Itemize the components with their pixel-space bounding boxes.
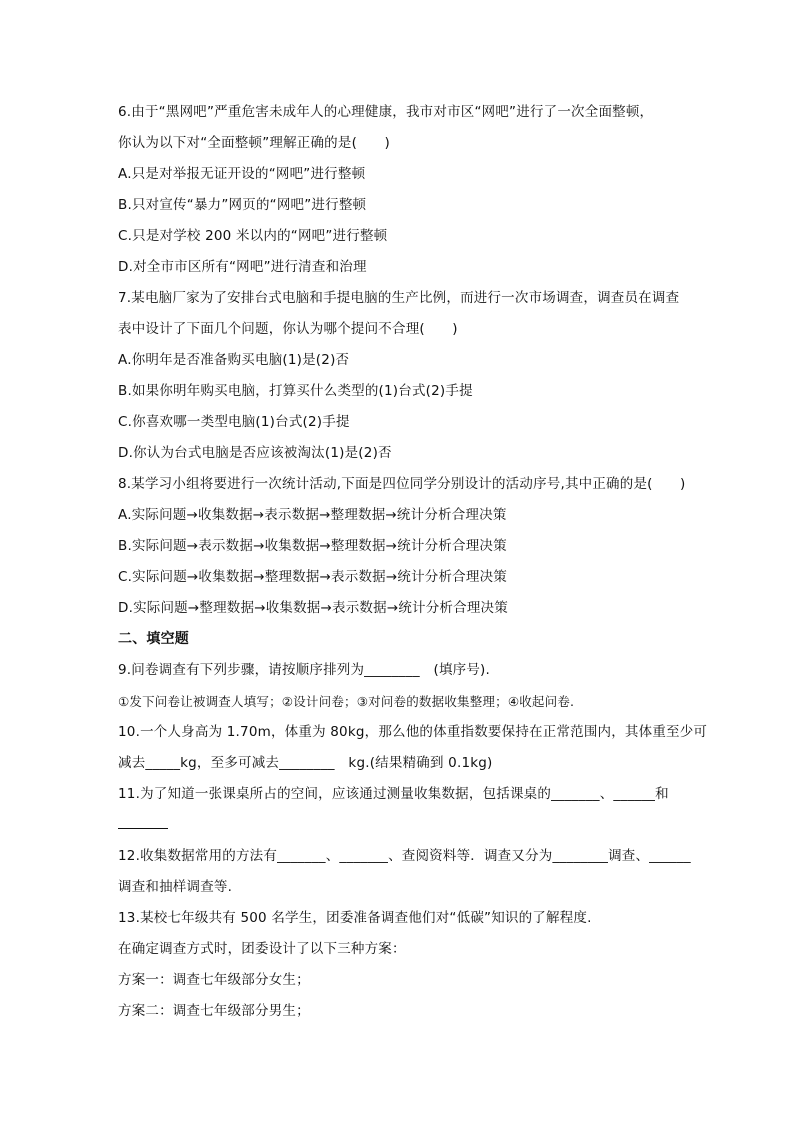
q6-stem-line-2: 你认为以下对“全面整顿”理解正确的是( ): [118, 135, 390, 151]
q7-stem-line-1: 7.某电脑厂家为了安排台式电脑和手提电脑的生产比例，而进行一次市场调查，调查员在调查: [118, 290, 680, 306]
q13-stem-line-2: 在确定调查方式时，团委设计了以下三种方案：: [118, 941, 406, 957]
q6-option-d: D.对全市市区所有“网吧”进行清查和治理: [118, 259, 367, 275]
answer-blank: [118, 812, 168, 829]
document-page: [118, 97, 708, 1027]
q7-option-a: A.你明年是否准备购买电脑(1)是(2)否: [118, 352, 350, 368]
q9-stem-line-1: 9.问卷调查有下列步骤，请按顺序排列为________ (填序号).: [118, 662, 491, 678]
q6-option-c: C.只是对学校 200 米以内的“网吧”进行整顿: [118, 228, 388, 244]
q7-option-d: D.你认为台式电脑是否应该被淘汰(1)是(2)否: [118, 445, 392, 461]
q11-stem-line-1: 11.为了知道一张课桌所占的空间，应该通过测量收集数据，包括课桌的_______、______和: [118, 786, 669, 802]
q7-stem-line-2: 表中设计了下面几个问题，你认为哪个提问不合理( ): [118, 321, 458, 337]
q10-stem-line-1: 10.一个人身高为 1.70m，体重为 80kg，那么他的体重指数要保持在正常范围内，其体重至少可: [118, 724, 708, 740]
q9-steps-line: ①发下问卷让被调查人填写；②设计问卷；③对问卷的数据收集整理；④收起问卷.: [118, 694, 575, 709]
q8-option-b: B.实际问题→表示数据→收集数据→整理数据→统计分析合理决策: [118, 538, 507, 554]
q13-stem-line-1: 13.某校七年级共有 500 名学生，团委准备调查他们对“低碳”知识的了解程度.: [118, 910, 592, 926]
q8-option-c: C.实际问题→收集数据→整理数据→表示数据→统计分析合理决策: [118, 569, 507, 585]
q10-stem-line-2: 减去_____kg，至多可减去________ kg.(结果精确到 0.1kg): [118, 755, 493, 771]
q6-option-b: B.只对宣传“暴力”网页的“网吧”进行整顿: [118, 197, 367, 213]
q8-option-a: A.实际问题→收集数据→表示数据→整理数据→统计分析合理决策: [118, 507, 507, 523]
q6-option-a: A.只是对举报无证开设的“网吧”进行整顿: [118, 166, 366, 182]
q8-stem-line-1: 8.某学习小组将要进行一次统计活动,下面是四位同学分别设计的活动序号,其中正确的是( ): [118, 476, 686, 492]
section-title-fill-in: 二、填空题: [118, 631, 189, 647]
q12-stem-line-1: 12.收集数据常用的方法有_______、_______、查阅资料等．调查又分为________调查、______: [118, 848, 691, 864]
q8-option-d: D.实际问题→整理数据→收集数据→表示数据→统计分析合理决策: [118, 600, 508, 616]
q12-stem-line-2: 调查和抽样调查等.: [118, 879, 233, 895]
q6-stem-line-1: 6.由于“黑网吧”严重危害未成年人的心理健康，我市对市区“网吧”进行了一次全面整顿，: [118, 104, 654, 120]
q13-plan-2: 方案二：调查七年级部分男生；: [118, 1003, 310, 1019]
q7-option-c: C.你喜欢哪一类型电脑(1)台式(2)手提: [118, 414, 350, 430]
q13-plan-1: 方案一：调查七年级部分女生；: [118, 972, 310, 988]
q7-option-b: B.如果你明年购买电脑，打算买什么类型的(1)台式(2)手提: [118, 383, 473, 399]
q11-answer-blank-line: [118, 810, 708, 841]
